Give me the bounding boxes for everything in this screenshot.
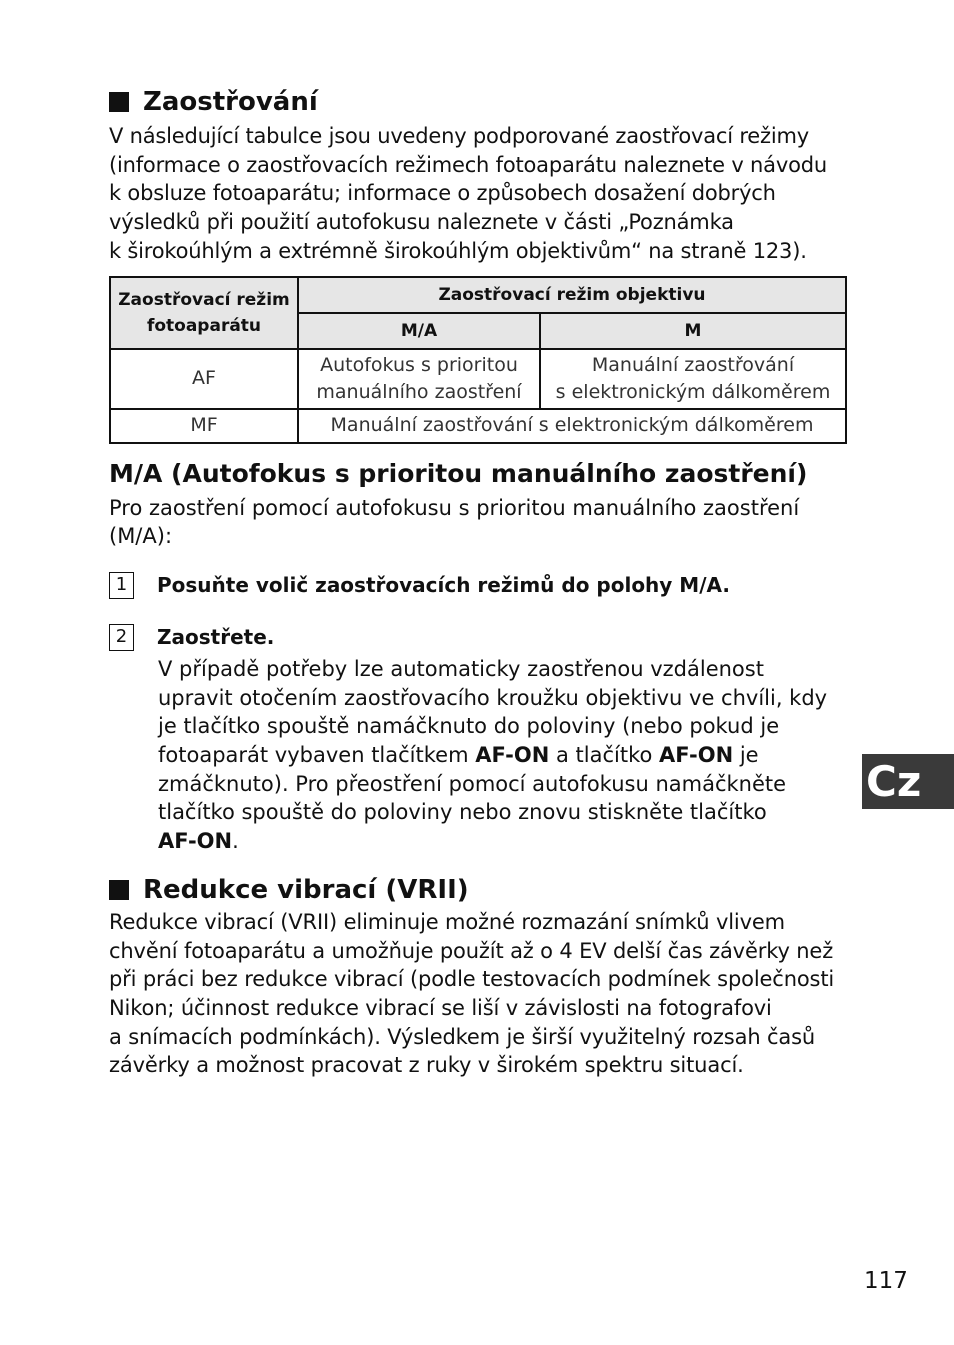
square-bullet-icon xyxy=(109,92,129,112)
step-number: 1 xyxy=(109,572,134,599)
row-mf-label: MF xyxy=(110,409,298,443)
step-2 xyxy=(109,623,845,651)
ma-intro: Pro zaostření pomocí autofokusu s prioritou manuálního zaostření (M/A): xyxy=(109,495,800,549)
page-content xyxy=(109,86,845,1080)
af-on-label: AF-ON xyxy=(158,829,233,854)
row-mf-value: Manuální zaostřování s elektronickým dálkoměrem xyxy=(298,409,846,443)
row-af-label: AF xyxy=(110,349,298,409)
step-2-body: V případě potřeby lze automaticky zaostřenou vzdálenost upravit otočením zaostřovacího kroužku objektivu ve chvíli, kdy je tlačítko spouště namáčknuto do poloviny (nebo pokud je fotoaparát vybaven tlačítkem AF-ON a tlačítko AF-ON je zmáčknuto). Pro přeostření pomocí autofokusu namáčkněte tlačítko spouště do poloviny nebo znovu stiskněte tlačítko AF-ON. xyxy=(158,656,828,854)
subheader-m: M xyxy=(540,313,846,349)
language-tab: Cz xyxy=(862,754,954,809)
row-af-ma: Autofokus s prioritou manuálního zaostření xyxy=(298,349,540,409)
step-1 xyxy=(109,571,845,599)
table-row xyxy=(110,349,846,409)
focus-intro: V následující tabulce jsou uvedeny podporované zaostřovací režimy (informace o zaostřovacích režimech fotoaparátu naleznete v návodu k obsluze fotoaparátu; informace o způsobech dosažení dobrých výsledků při použití autofokusu naleznete v části „Poznámka k širokoúhlým a extrémně širokoúhlým objektivům“ na straně 123). xyxy=(109,124,827,263)
step-number: 2 xyxy=(109,624,134,651)
section-heading-vr: Redukce vibrací (VRII) xyxy=(109,874,845,906)
af-on-label: AF-ON xyxy=(475,743,550,768)
square-bullet-icon xyxy=(109,880,129,900)
focus-mode-table xyxy=(109,276,847,444)
header-lens-mode: Zaostřovací režim objektivu xyxy=(298,277,846,313)
af-on-label: AF-ON xyxy=(659,743,734,768)
section-heading-ma: M/A (Autofokus s prioritou manuálního zaostření) xyxy=(109,458,808,488)
page-number: 117 xyxy=(864,1268,908,1294)
vr-text: Redukce vibrací (VRII) eliminuje možné rozmazání snímků vlivem chvění fotoaparátu a umožňuje použít až o 4 EV delší čas závěrky než při práci bez redukce vibrací (podle testovacích podmínek společnosti Nikon; účinnost redukce vibrací se liší v závislosti na fotografovi a snímacích podmínkách). Výsledkem je širší využitelný rozsah časů závěrky a možnost pracovat z ruky v širokém spektru situací. xyxy=(109,909,835,1078)
step-title: Zaostřete. xyxy=(157,624,275,649)
subheader-ma: M/A xyxy=(298,313,540,349)
section-heading-focus: Zaostřování xyxy=(109,86,845,118)
table-header-row xyxy=(110,277,846,313)
row-af-m: Manuální zaostřování s elektronickým dálkoměrem xyxy=(540,349,846,409)
header-camera-mode: Zaostřovací režim fotoaparátu xyxy=(110,277,298,349)
step-title: Posuňte volič zaostřovacích režimů do polohy M/A. xyxy=(157,572,730,597)
table-row xyxy=(110,409,846,443)
